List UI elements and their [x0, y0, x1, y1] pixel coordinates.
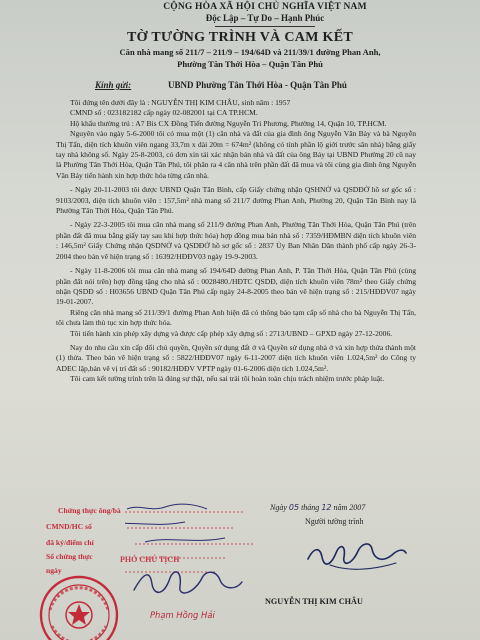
paragraph-declarant: Tôi đứng tên dưới đây là : NGUYỄN THỊ KIM CHÂU, sinh năm : 1957 [70, 98, 291, 107]
paragraph-background: Nguyên vào ngày 5-6-2000 tôi có mua một (1) căn nhà và đất của gia đình ông Nguyễn Văn Bảy và bà Nguyễn Thị Tấn, diện tích khuôn viên ngang 33,7m x dài 20m = 674m² (không có tính phần lộ giới trước sân nhà) bằng giấy tay nhà không số. Ngày 25-8-2003, có đơn xin tái xác nhận bán nhà và đất của ông Bảy tại UBND Phường 20 cũ nay là Phường Tân Thới Hòa, Quận Tân Phú, tôi phân ra 4 căn nhà trên phần đất đã mua và tôi cùng gia đình ông Nguyễn Văn Bảy tiến hành xin hợp thức hóa từng căn nhà. [56, 129, 416, 180]
official-name: Phạm Hồng Hải [150, 610, 215, 620]
document-body [56, 98, 416, 385]
nation-header: CỘNG HÒA XÃ HỘI CHỦ NGHĨA VIỆT NAM [163, 2, 367, 12]
cert-line-5: ngày [46, 566, 62, 575]
date-month: 12 [321, 503, 332, 512]
date-year: năm 2007 [333, 503, 366, 512]
document-subtitle [80, 46, 420, 70]
paragraph-event-2003: - Ngày 20-11-2003 tôi được UBND Quận Tân Bình, cấp Giấy chứng nhận QSHNỞ và QSDĐỞ hồ sơ gốc số : 9103/2003, diện tích khuôn viên : 157,5m² nhà mang số 211/7 đường Phan Anh, Phường 20, Quận Tân Bình nay là Phường Tân Thới Hòa, Quận Tân Phú. [56, 185, 416, 216]
paragraph-event-2006: - Ngày 11-8-2006 tôi mua căn nhà mang số 194/64D đường Phan Anh, P. Tân Thới Hòa, Quận Tân Phú (cùng phần đất nói trên) hợp đồng tặng cho nhà số : 0028480./HĐTC QSDĐ, diện tích khuôn viên 78m² theo Giấy chứng nhận QSDĐ số : H03656 UBND Quận Tân Phú cấp ngày 24-8-2005 theo bản vẽ hiện trạng số : 215/HĐĐV07 ngày 19-01-2007. [56, 266, 416, 307]
document-title: TỜ TƯỜNG TRÌNH VÀ CAM KẾT [127, 30, 353, 45]
paragraph-request: Nay do nhu cầu xin cấp đổi chủ quyền, Quyền sử dụng đất ở và Quyền sử dụng nhà ở và xin hợp thửa thành một (1) thửa. Theo bản vẽ hiện trạng số : 5822/HĐĐV07 ngày 6-11-2007 diện tích khuôn viên 1.024,5m² do Công ty ADEC lập,bản vẽ vị trí đất số : 90182/HĐĐV VPTP ngày 01-6-2006 diện tích 1.024,5m². [56, 342, 416, 373]
cert-line-3: đã ký/điểm chỉ [46, 538, 94, 547]
cert-line-2: CMND/HC số [46, 522, 92, 531]
paragraph-id-card: CMND số : 023182182 cấp ngày 02-082001 tại CA TP.HCM. [70, 108, 258, 118]
paragraph-house-211-39-1: Riêng căn nhà mang số 211/39/1 đường Phan Anh hiện đã có thông báo tạm cấp số nhà cho bà Nguyễn Thị Tấn, tôi chưa làm thủ tục xin hợp thức hóa. [56, 307, 416, 328]
official-seal [38, 574, 120, 640]
motto-header: Độc Lập – Tự Do – Hạnh Phúc [205, 13, 325, 23]
paragraph-building-permit: Tôi tiến hành xin phép xây dựng và được cấp phép xây dựng số : 2713/UBND – GPXD ngày 27-12-2006. [70, 328, 393, 338]
date-month-word: tháng [301, 503, 320, 512]
addressee-label: Kính gửi: [95, 80, 132, 90]
subtitle-line-2: Phường Tân Thới Hòa – Quận Tân Phú [177, 59, 323, 69]
declarant-signature [300, 527, 410, 577]
date-line [270, 503, 365, 512]
date-prefix: Ngày [270, 503, 287, 512]
header-underline [215, 26, 315, 27]
paragraph-residence: Hộ khẩu thường trú : A7 Bis CX Đồng Tiến đường Nguyễn Tri Phương, Phường 14, Quận 10, TP.HCM. [70, 118, 387, 128]
signer-name: NGUYỄN THỊ KIM CHÂU [265, 597, 363, 606]
subtitle-line-1: Căn nhà mang số 211/7 – 211/9 – 194/64D và 211/39/1 đường Phan Anh, [119, 47, 381, 57]
official-signature [128, 560, 248, 604]
cert-line-4: Số chứng thực [46, 552, 93, 561]
signer-role: Người tường trình [305, 517, 364, 526]
seal-title: PHÓ CHỦ TỊCH [120, 555, 180, 564]
addressee: UBND Phường Tân Thới Hòa - Quận Tân Phú [168, 80, 347, 90]
cert-line-1: Chứng thực ông/bà [58, 506, 121, 515]
paragraph-commitment: Tôi cam kết tường trình trên là đúng sự thật, nếu sai trái tôi hoàn toàn chịu trách nhiệm trước pháp luật. [70, 374, 385, 384]
date-day: 05 [288, 503, 300, 512]
paragraph-event-2005: - Ngày 22-3-2005 tôi mua căn nhà mang số 211/9 đường Phan Anh, Phường Tân Thới Hòa, Quận Tân Phú (trên phần đất đã mua bằng giấy tay sau khi hợp thức hóa) hợp đồng mua bán nhà số : 7359/HĐMBN diện tích khuôn viên : 146,5m² Giấy Chứng nhận QSDNỞ và QSDĐỞ hồ sơ gốc số : 2837 Ủy Ban Nhân Dân thành phố cấp ngày 26-3-2004 theo bản vẽ hiện trạng số : 16392/HĐĐV03 ngày 19-9-2003. [56, 220, 416, 261]
